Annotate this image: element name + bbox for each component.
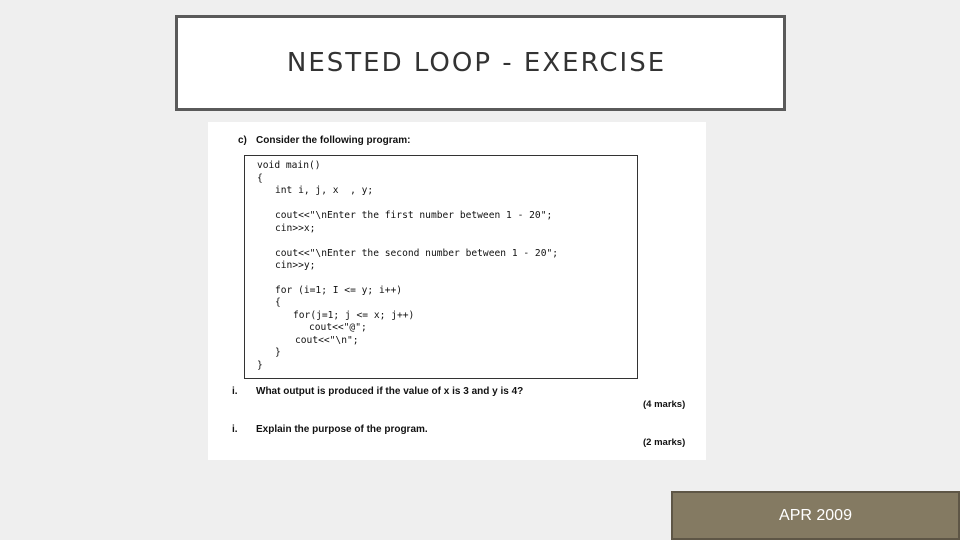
part-label: i. <box>232 386 238 397</box>
part-marks: (4 marks) <box>643 399 686 410</box>
code-line: for(j=1; j <= x; j++) <box>293 310 415 321</box>
code-line: cout<<"\nEnter the second number between 1 - 20"; <box>275 248 559 259</box>
part-text: What output is produced if the value of x is 3 and y is 4? <box>256 386 524 397</box>
code-line: for (i=1; I <= y; i++) <box>275 285 403 296</box>
code-line: } <box>275 347 281 358</box>
title-box <box>175 15 786 111</box>
code-line: cin>>y; <box>275 260 316 271</box>
code-line: cout<<"\n"; <box>295 335 359 346</box>
question-label: c) <box>238 135 247 146</box>
exercise-scan <box>208 122 706 460</box>
code-block <box>244 155 638 379</box>
code-line: cout<<"@"; <box>309 322 367 333</box>
date-label: APR 2009 <box>779 506 852 524</box>
question-prompt: Consider the following program: <box>256 135 411 146</box>
part-text: Explain the purpose of the program. <box>256 424 428 435</box>
code-line: int i, j, x , y; <box>275 185 374 196</box>
date-footer <box>671 491 960 540</box>
part-marks: (2 marks) <box>643 437 686 448</box>
code-line: cin>>x; <box>275 223 316 234</box>
code-line: } <box>257 360 263 371</box>
code-line: { <box>257 173 263 184</box>
code-line: void main() <box>257 160 321 171</box>
code-line: { <box>275 297 281 308</box>
part-label: i. <box>232 424 238 435</box>
code-line: cout<<"\nEnter the first number between 1 - 20"; <box>275 210 553 221</box>
slide-title: NESTED LOOP - EXERCISE <box>286 48 667 78</box>
